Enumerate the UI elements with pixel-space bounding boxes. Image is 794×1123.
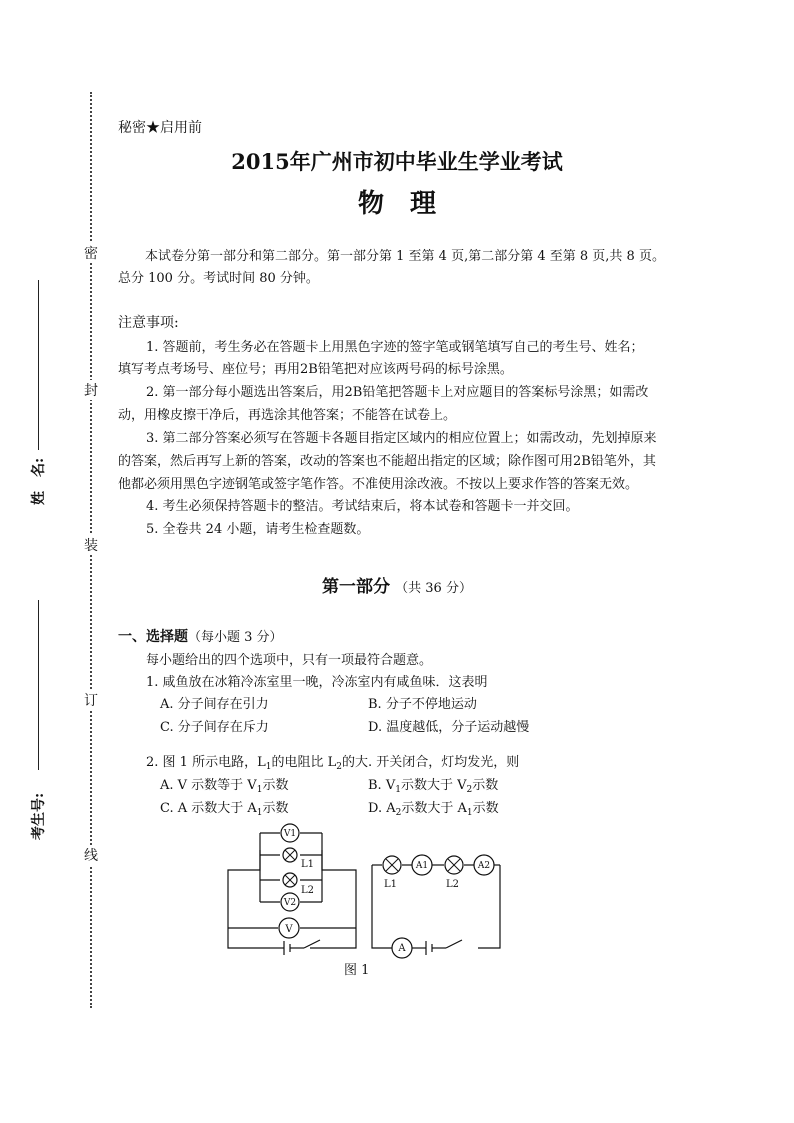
q2-stem: 2. 图 1 所示电路，$L_1$的电阻比 $L_2$的大. 开关闭合，灯均发光，则 [146, 755, 520, 772]
part1-heading [0, 572, 794, 597]
section1-heading-note: （每小题 3 分） [188, 630, 283, 645]
binding-char-mi: 密 [83, 243, 99, 263]
note-line: 5. 全卷共 24 小题，请考生检查题数。 [146, 522, 370, 537]
subject-title: 物 理 [357, 189, 436, 219]
q1-option-d: D. 温度越低，分子运动越慢 [368, 720, 530, 735]
q2-option-a: A. V 示数等于 $V_1$示数 [160, 778, 289, 795]
id-label: 考生号: [31, 792, 47, 840]
lamp-l1-label: L1 [301, 859, 315, 870]
q2-option-d: D. $A_2$示数大于 $A_1$示数 [368, 801, 499, 818]
binding-char-ding: 订 [83, 690, 99, 710]
q1-option-c: C. 分子间存在斥力 [160, 720, 269, 735]
q1-option-b: B. 分子不停地运动 [368, 697, 477, 712]
note-line: 他都必须用黑色字迹钢笔或签字笔作答。不准使用涂改液。不按以上要求作答的答案无效。 [118, 477, 639, 492]
note-line: 2. 第一部分每小题选出答案后，用2B铅笔把答题卡上对应题目的答案标号涂黑；如需改 [146, 385, 649, 400]
section1-instruction: 每小题给出的四个选项中，只有一项最符合题意。 [146, 653, 433, 668]
lamp-l2-right-label: L2 [446, 879, 460, 890]
meter-v-label: V [285, 924, 293, 935]
lamp-l1-right-label: L1 [384, 879, 398, 890]
binding-char-feng: 封 [83, 380, 99, 400]
figure-caption: 图 1 [344, 963, 370, 978]
binding-char-xian: 线 [83, 845, 99, 865]
name-underline [38, 280, 39, 450]
exam-title: 2015年广州市初中毕业生学业考试 [231, 149, 563, 174]
part1-score: （共 36 分） [395, 581, 472, 596]
q1-option-a: A. 分子间存在引力 [160, 697, 269, 712]
id-underline [38, 600, 39, 770]
q1-stem: 1. 咸鱼放在冰箱冷冻室里一晚，冷冻室内有咸鱼味．这表明 [146, 675, 488, 690]
note-line: 填写考点考场号、座位号；再用2B铅笔把对应该两号码的标号涂黑。 [118, 362, 513, 377]
meter-a-label: A [398, 943, 406, 954]
secret-label: 秘密★启用前 [118, 120, 202, 136]
note-line: 4. 考生必须保持答题卡的整洁。考试结束后，将本试卷和答题卡一并交回。 [146, 499, 579, 514]
note-line: 3. 第二部分答案必须写在答题卡各题目指定区域内的相应位置上；如需改动，先划掉原来 [146, 431, 657, 446]
meter-a1-label: A1 [415, 861, 429, 871]
note-line: 动，用橡皮擦干净后，再选涂其他答案；不能答在试卷上。 [118, 408, 457, 423]
part1-title: 第一部分 [322, 577, 391, 597]
notes-heading: 注意事项: [118, 315, 179, 331]
q2-option-b: B. $V_1$示数大于 $V_2$示数 [368, 778, 499, 795]
name-label: 姓 名: [31, 457, 47, 505]
intro-line-1: 本试卷分第一部分和第二部分。第一部分第 1 至第 4 页,第二部分第 4 至第 8 页,共 8 页。 [145, 249, 665, 264]
meter-v2-label: V2 [283, 898, 297, 908]
lamp-l2-label: L2 [301, 885, 315, 896]
intro-line-2: 总分 100 分。考试时间 80 分钟。 [118, 271, 319, 286]
q2-option-c: C. A 示数大于 $A_1$示数 [160, 801, 289, 818]
note-line: 的答案，然后再写上新的答案，改动的答案也不能超出指定的区域；除作图可用2B铅笔外，其 [118, 454, 656, 469]
binding-char-zhuang: 装 [83, 535, 99, 555]
note-line: 1. 答题前，考生务必在答题卡上用黑色字迹的签字笔或钢笔填写自己的考生号、姓名； [146, 340, 644, 355]
section1-heading-row [118, 626, 283, 649]
section1-heading: 一、选择题 [118, 629, 188, 645]
meter-a2-label: A2 [477, 861, 491, 871]
meter-v1-label: V1 [283, 829, 297, 839]
